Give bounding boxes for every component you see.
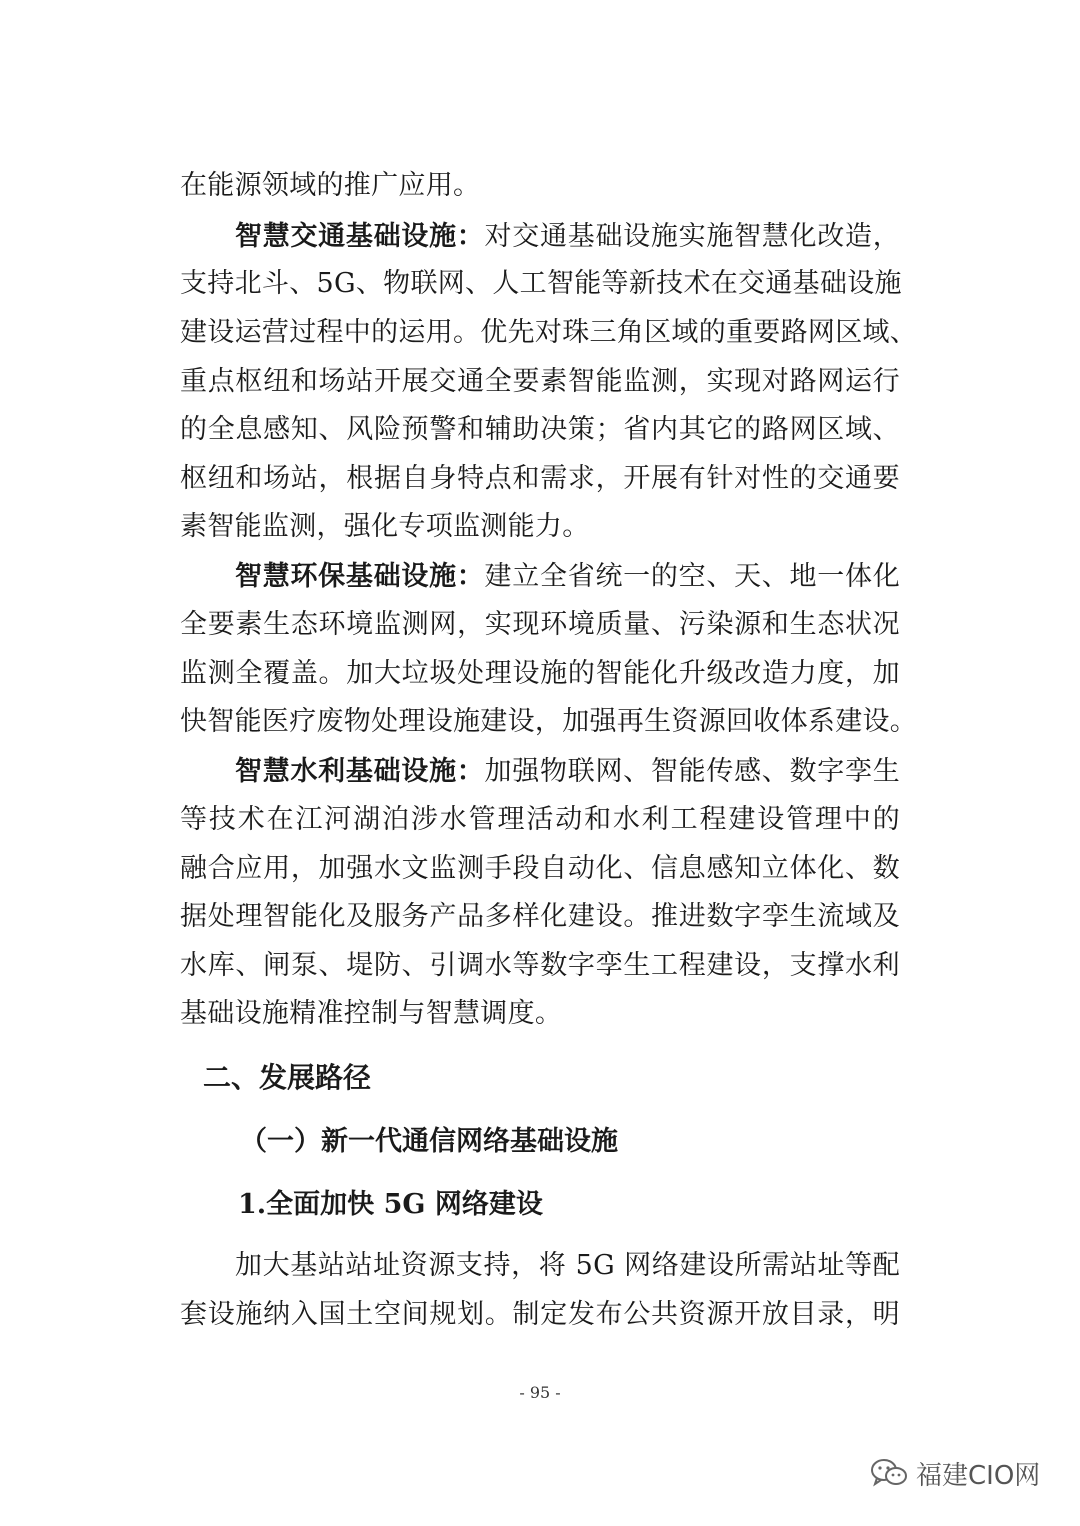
environment-line: 全要素生态环境监测网，实现环境质量、污染源和生态状况: [180, 609, 900, 640]
page-number: - 95 -: [519, 1383, 561, 1402]
transport-line: 对交通基础设施实施智慧化改造，: [484, 221, 901, 252]
environment-first-line: [235, 557, 900, 597]
section-heading: 二、发展路径: [203, 1061, 372, 1094]
item-paragraph-line: 套设施纳入国土空间规划。制定发布公共资源开放目录，明: [180, 1299, 900, 1330]
water-heading: 智慧水利基础设施：: [235, 756, 485, 787]
water-line: 融合应用，加强水文监测手段自动化、信息感知立体化、数: [180, 853, 900, 884]
transport-heading: 智慧交通基础设施：: [235, 221, 485, 252]
water-line: 据处理智能化及服务产品多样化建设。推进数字孪生流域及: [180, 901, 900, 932]
watermark: [870, 1453, 1040, 1493]
item-heading: 1.全面加快 5G 网络建设: [238, 1189, 543, 1220]
water-first-line: [235, 752, 900, 792]
item-paragraph-line: 加大基站站址资源支持，将 5G 网络建设所需站址等配: [235, 1250, 900, 1281]
transport-line: 枢纽和场站，根据自身特点和需求，开展有针对性的交通要: [180, 463, 900, 494]
water-line: 加强物联网、智能传感、数字孪生: [484, 756, 901, 787]
environment-line: 快智能医疗废物处理设施建设，加强再生资源回收体系建设。: [180, 706, 918, 737]
paragraph-line: 在能源领域的推广应用。: [180, 170, 481, 201]
transport-line: 的全息感知、风险预警和辅助决策；省内其它的路网区域、: [180, 414, 900, 445]
subsection-heading: （一）新一代通信网络基础设施: [240, 1126, 618, 1157]
transport-line: 支持北斗、5G、物联网、人工智能等新技术在交通基础设施: [180, 268, 902, 299]
transport-line: 建设运营过程中的运用。优先对珠三角区域的重要路网区域、: [180, 317, 918, 348]
transport-line: 重点枢纽和场站开展交通全要素智能监测，实现对路网运行: [180, 366, 900, 397]
transport-first-line: [235, 217, 900, 257]
water-line: 水库、闸泵、堤防、引调水等数字孪生工程建设，支撑水利: [180, 950, 900, 981]
environment-line: 监测全覆盖。加大垃圾处理设施的智能化升级改造力度，加: [180, 658, 900, 689]
water-line: 基础设施精准控制与智慧调度。: [180, 998, 563, 1029]
environment-line: 建立全省统一的空、天、地一体化: [484, 561, 901, 592]
environment-heading: 智慧环保基础设施：: [235, 561, 485, 592]
wechat-icon: [870, 1457, 908, 1489]
watermark-text: 福建CIO网: [916, 1460, 1041, 1491]
water-line: 等技术在江河湖泊涉水管理活动和水利工程建设管理中的: [180, 804, 900, 835]
transport-line: 素智能监测，强化专项监测能力。: [180, 511, 590, 542]
